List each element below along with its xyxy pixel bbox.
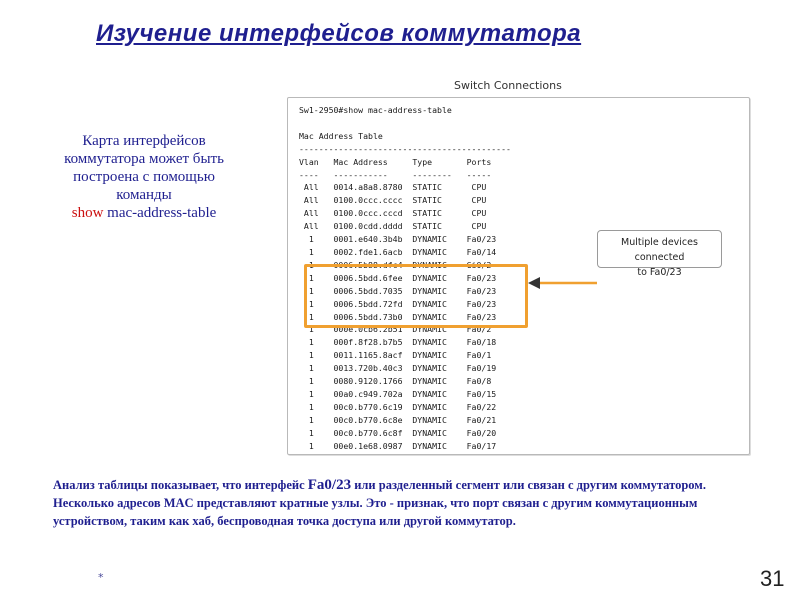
left-note — [30, 132, 258, 222]
callout-box — [597, 230, 722, 278]
fa0-23-highlight-box — [304, 264, 528, 328]
callout-line-1: Multiple devices connected — [621, 237, 698, 263]
left-note-line-1: Карта интерфейсов — [82, 133, 206, 149]
slide-title: Изучение интерфейсов коммутатора — [96, 20, 582, 47]
analysis-interface: Fa0/23 — [307, 477, 352, 493]
footer-mark: * — [98, 571, 104, 584]
analysis-part-1: Анализ таблицы показывает, что интерфейс — [53, 478, 308, 492]
callout-line-2: to Fa0/23 — [637, 267, 682, 278]
switch-connections-label: Switch Connections — [454, 79, 562, 92]
command-rest: mac-address-table — [103, 205, 217, 221]
page-number: 31 — [760, 566, 785, 591]
left-note-line-3: построена с помощью — [73, 169, 215, 185]
left-note-line-2: коммутатора может быть — [64, 151, 224, 167]
analysis-paragraph — [53, 476, 753, 530]
left-note-line-4: команды — [116, 187, 172, 203]
left-note-command — [30, 204, 258, 222]
terminal-output: Sw1-2950#show mac-address-table Mac Address Table ------------------------------------------- Vlan Mac Address Type Ports ---- ----------- -------- ----- All 0014.a8a8.8780 STATIC CPU All 0100.0ccc.cccc STATIC CPU All 0100.0ccc.cccd STATIC CPU All 0100.0cdd.dddd STATIC CPU 1 0001.e640.3b4b DYNAMIC Fa0/23 1 0002.fde1.6acb DYNAMIC Fa0/14 1 0006.5b88.dfc4 DYNAMIC Gi0/2 1 0006.5bdd.6fee DYNAMIC Fa0/23 1 0006.5bdd.7035 DYNAMIC Fa0/23 1 0006.5bdd.72fd DYNAMIC Fa0/23 1 0006.5bdd.73b0 DYNAMIC Fa0/23 1 000e.0cb6.2b51 DYNAMIC Fa0/2 1 000f.8f28.b7b5 DYNAMIC Fa0/18 1 0011.1165.8acf DYNAMIC Fa0/1 1 0013.720b.40c3 DYNAMIC Fa0/19 1 0080.9120.1766 DYNAMIC Fa0/8 1 00a0.c949.702a DYNAMIC Fa0/15 1 00c0.b770.6c19 DYNAMIC Fa0/22 1 00c0.b770.6c8e DYNAMIC Fa0/21 1 00c0.b770.6c8f DYNAMIC Fa0/20 1 00e0.1e68.0987 DYNAMIC Fa0/17 — [299, 105, 511, 451]
analysis-part-2: или разделенный сегмент или связан с другим коммутатором. Несколько адресов MAC представляют кратные узлы. Это - признак, что порт связан с другим коммутационным устройством, таким как хаб, беспроводная точка доступа или другой коммутатор. — [53, 478, 706, 528]
command-show-keyword: show — [71, 205, 104, 221]
